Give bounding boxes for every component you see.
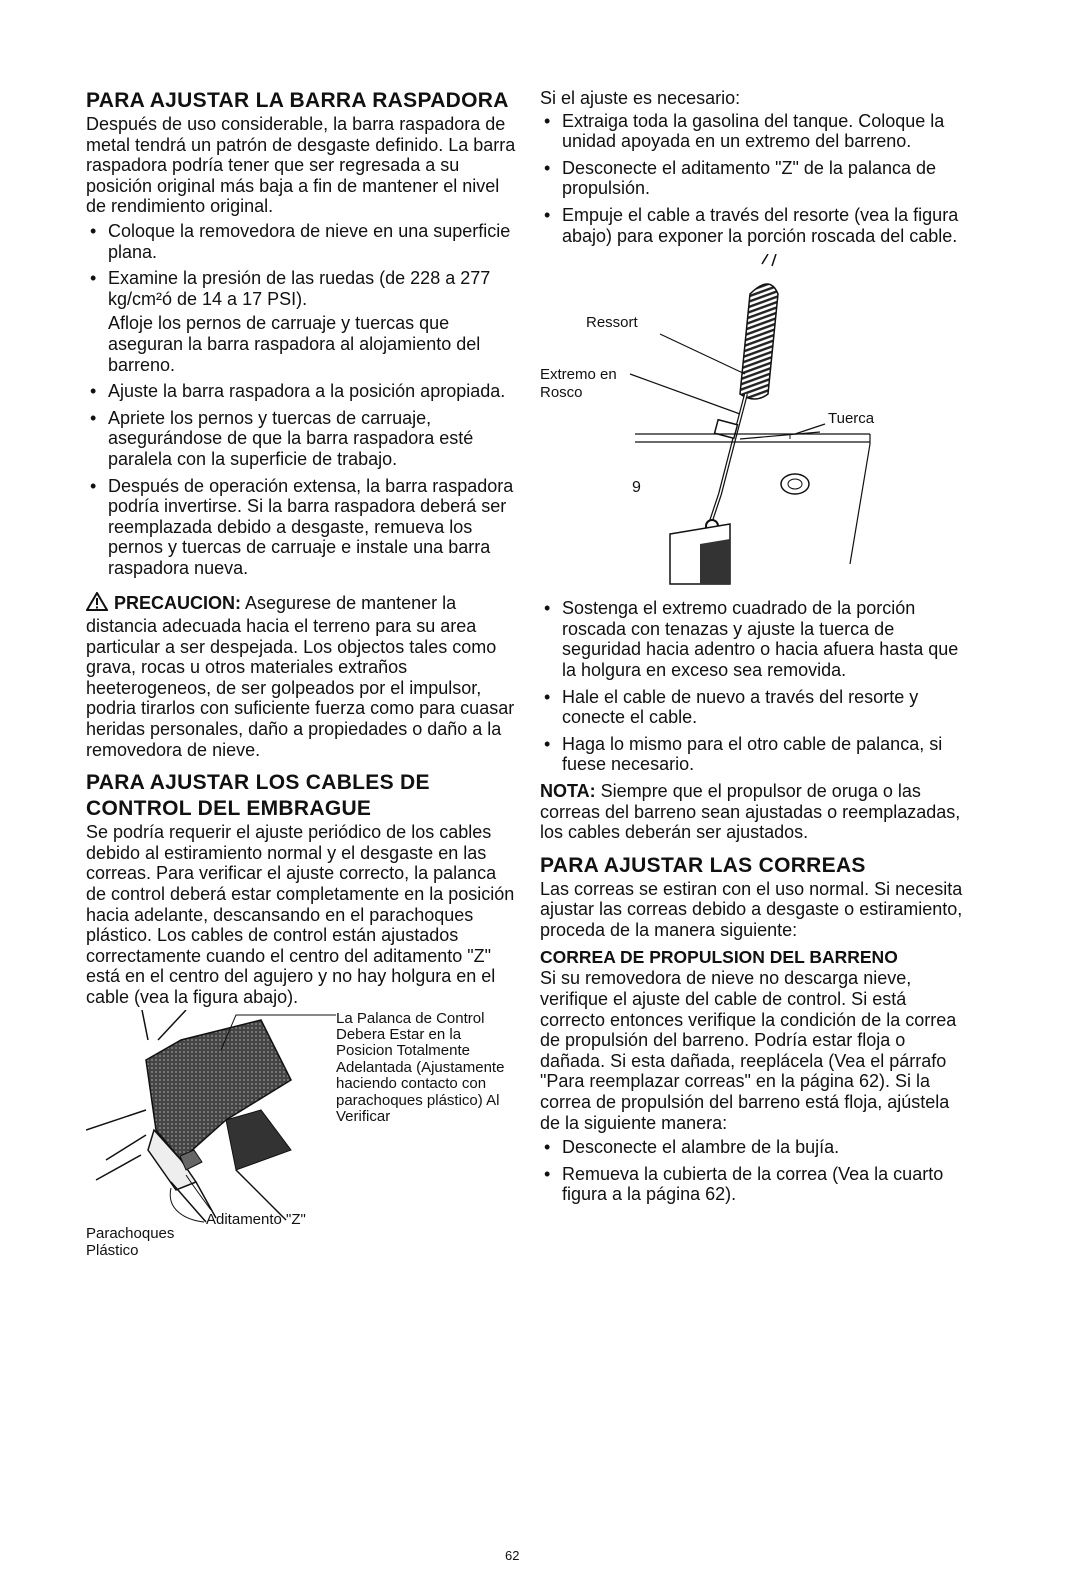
auger-belt-steps	[540, 1137, 965, 1205]
auger-belt-text: Si su removedora de nieve no descarga nieve, verifique el ajuste del cable de control. Si está correcto entonces verifique la condición de la correa de propulsión del barreno. Podría estar floja o dañada. Si esta dañada, reeplácela (Vea el párrafo "Para reemplazar correas" en la página 62). Si la correa de propulsión del barreno está floja, ajústela de la siguiente manera:	[540, 968, 957, 1133]
belts-heading: PARA AJUSTAR LAS CORREAS	[540, 853, 866, 877]
nut-label: Tuerca	[828, 410, 875, 428]
list-item: • Remueva la cubierta de la correa (Vea la cuarto figura a la página 62).	[540, 1164, 965, 1205]
list-item: • Desconecte el aditamento "Z" de la palanca de propulsión.	[540, 158, 965, 199]
threaded-end-label-line2: Rosco	[540, 384, 583, 402]
clutch-cables-text: Se podría requerir el ajuste periódico de los cables debido al estiramiento normal y el desgaste en las correas. Para verificar el ajuste correcto, la palanca de control deberá estar completamente en la posición hacia adelante, descansando en el parachoques plástico. Los cables de control están ajustados correctamente cuando el centro del aditamento "Z" está en el centro del agujero y no hay holgura en el cable (vea la figura abajo).	[86, 822, 515, 1007]
list-item	[86, 268, 516, 375]
note-label: NOTA:	[540, 780, 596, 801]
list-item: • Apriete los pernos y tuercas de carruaje, asegurándose de que la barra raspadora esté paralela con la superficie de trabajo.	[86, 408, 516, 470]
spring-label: Ressort	[586, 314, 638, 332]
caution-text: Asegurese de mantener la distancia adecuada hacia el terreno para su area particular a ser despejada. Los objectos tales como grava, rocas u otros materiales extraños heeterogeneos, de ser golpeados por el impulsor, podria tirarlos con suficiente fuerza como para cuasar heridas personales, daño a propiedades o daño a la removedora de nieve.	[86, 593, 515, 760]
svg-text:9: 9	[632, 479, 641, 497]
threaded-end-label-line1: Extremo en	[540, 366, 617, 384]
auger-belt-subheading: CORREA DE PROPULSION DEL BARRENO	[540, 947, 898, 968]
clutch-cables-heading: PARA AJUSTAR LOS CABLES DE CONTROL DEL EMBRAGUE	[86, 771, 430, 821]
list-item: • Extraiga toda la gasolina del tanque. Coloque la unidad apoyada en un extremo del barreno.	[540, 111, 965, 152]
spring-cable-figure	[540, 254, 965, 594]
belts-text: Las correas se estiran con el uso normal. Si necesita ajustar las correas debido a desgaste o estiramiento, proceda de la manera siguiente:	[540, 878, 963, 940]
cable-adjust-steps	[540, 598, 965, 775]
bumper-label-line1: Parachoques	[86, 1224, 175, 1242]
page-number: 62	[505, 1548, 520, 1563]
caution-label: PRECAUCION:	[114, 593, 242, 614]
warning-triangle-icon	[86, 592, 108, 616]
z-fitting-label: Aditamento "Z"	[206, 1210, 306, 1228]
adjust-steps	[540, 111, 965, 247]
bumper-label-line2: Plástico	[86, 1241, 139, 1259]
clutch-lever-figure	[86, 1009, 516, 1259]
caution-paragraph	[86, 592, 516, 760]
adjust-intro: Si el ajuste es necesario:	[540, 88, 741, 108]
scraper-bar-intro: Después de uso considerable, la barra raspadora de metal tendrá un patrón de desgaste definido. La barra raspadora podría tener que ser regresada a su posición original más baja a fin de mantener el nivel de rendimiento original.	[86, 114, 516, 217]
tire-pressure-step: Examine la presión de las ruedas (de 228 a 277 kg/cm²ó de 14 a 17 PSI).	[108, 268, 491, 309]
list-item: • Empuje el cable a través del resorte (vea la figura abajo) para exponer la porción roscada del cable.	[540, 205, 965, 246]
right-column	[540, 88, 965, 1211]
loosen-bolts-step: Afloje los pernos de carruaje y tuercas que aseguran la barra raspadora al alojamiento del barreno.	[108, 313, 481, 375]
list-item: • Coloque la removedora de nieve en una superficie plana.	[86, 221, 516, 262]
control-lever-label: La Palanca de Control Debera Estar en la Posicion Totalmente Adelantada (Ajustamente haciendo contacto con parachoques plástico) Al Verificar	[336, 1009, 505, 1125]
scraper-bar-heading: PARA AJUSTAR LA BARRA RASPADORA	[86, 89, 509, 112]
scraper-bar-steps	[86, 221, 516, 579]
left-column	[86, 88, 516, 1259]
list-item: • Hale el cable de nuevo a través del resorte y conecte el cable.	[540, 687, 965, 728]
list-item: • Desconecte el alambre de la bujía.	[540, 1137, 965, 1158]
note-paragraph	[540, 781, 965, 843]
list-item: • Después de operación extensa, la barra raspadora podría invertirse. Si la barra raspadora deberá ser reemplazada debido a desgaste, remueva los pernos y tuercas de carruaje e instale una barra raspadora nueva.	[86, 476, 516, 579]
note-text: Siempre que el propulsor de oruga o las correas del barreno sean ajustadas o reemplazadas, los cables deberán ser ajustados.	[540, 780, 961, 843]
spring-cable-illustration	[540, 254, 965, 594]
list-item: • Ajuste la barra raspadora a la posición apropiada.	[86, 381, 516, 402]
list-item: • Sostenga el extremo cuadrado de la porción roscada con tenazas y ajuste la tuerca de seguridad hacia adentro o hacia afuera hasta que la holgura en exceso sea removida.	[540, 598, 965, 680]
list-item: • Haga lo mismo para el otro cable de palanca, si fuese necesario.	[540, 734, 965, 775]
